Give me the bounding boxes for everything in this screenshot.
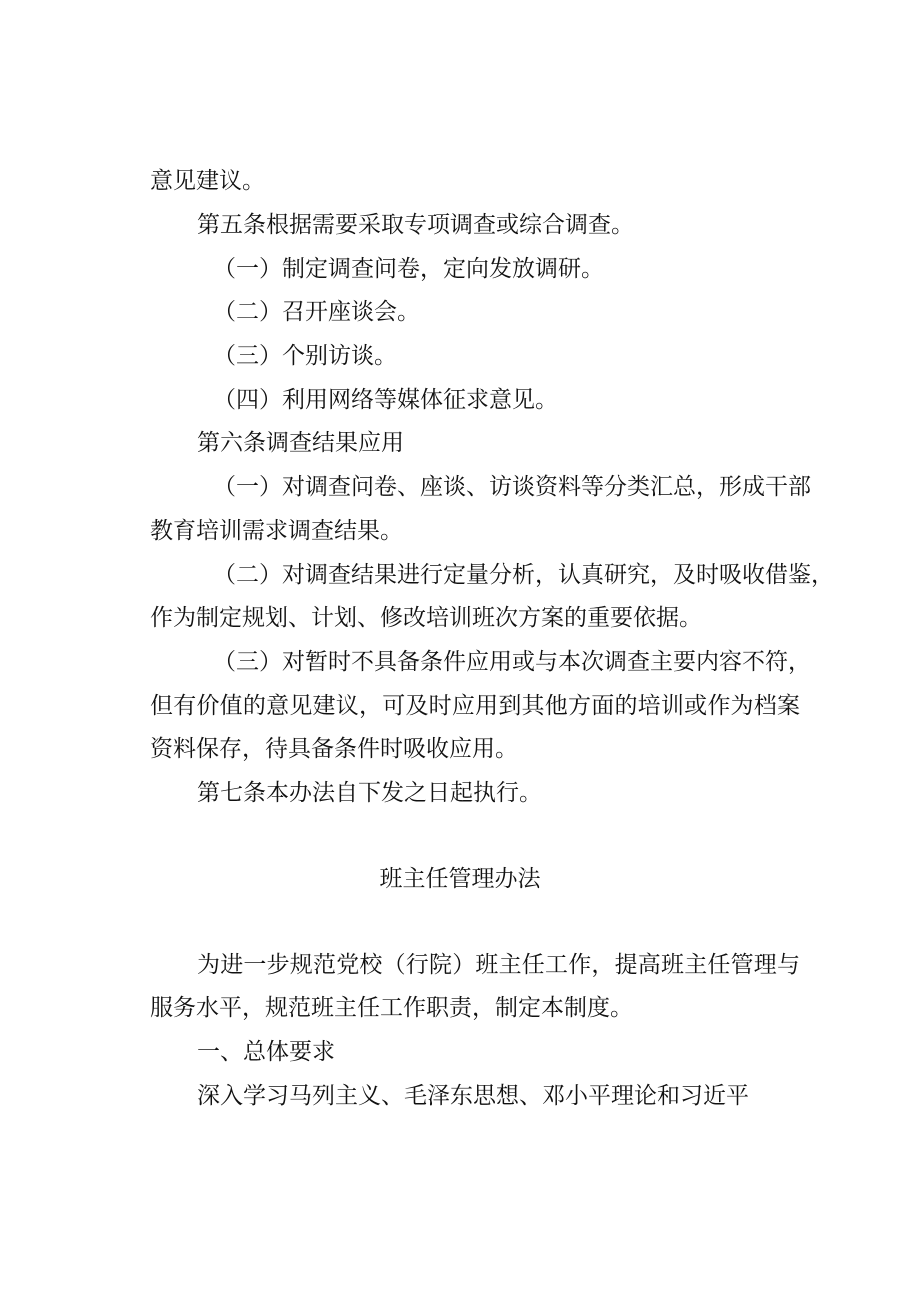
paragraph-line: 为进一步规范党校（行院）班主任工作，提高班主任管理与 [197, 952, 800, 978]
article-heading: 第七条本办法自下发之日起执行。 [197, 780, 542, 806]
list-item: （二）召开座谈会。 [213, 299, 420, 325]
article-heading: 第五条根据需要采取专项调查或综合调查。 [197, 212, 634, 238]
paragraph-line: 教育培训需求调查结果。 [150, 518, 403, 544]
article-heading: 第六条调查结果应用 [197, 430, 404, 456]
paragraph-line: 资料保存，待具备条件时吸收应用。 [150, 736, 518, 762]
list-item: （一）对调查问卷、座谈、访谈资料等分类汇总，形成干部 [213, 474, 811, 500]
paragraph-line: 深入学习马列主义、毛泽东思想、邓小平理论和习近平 [197, 1083, 749, 1109]
list-item: （三）对暂时不具备条件应用或与本次调查主要内容不符， [213, 649, 811, 675]
paragraph-line: 但有价值的意见建议，可及时应用到其他方面的培训或作为档案 [150, 693, 800, 719]
subsection-heading: 一、总体要求 [197, 1039, 335, 1065]
paragraph-line: 服务水平，规范班主任工作职责，制定本制度。 [150, 995, 633, 1021]
section-title: 班主任管理办法 [379, 866, 541, 892]
list-item: （四）利用网络等媒体征求意见。 [213, 387, 558, 413]
list-item: （三）个别访谈。 [213, 343, 397, 369]
list-item: （一）制定调查问卷，定向发放调研。 [213, 256, 604, 282]
paragraph-line: 意见建议。 [150, 168, 265, 194]
paragraph-line: 作为制定规划、计划、修改培训班次方案的重要依据。 [150, 605, 702, 631]
list-item: （二）对调查结果进行定量分析，认真研究，及时吸收借鉴， [213, 562, 834, 588]
